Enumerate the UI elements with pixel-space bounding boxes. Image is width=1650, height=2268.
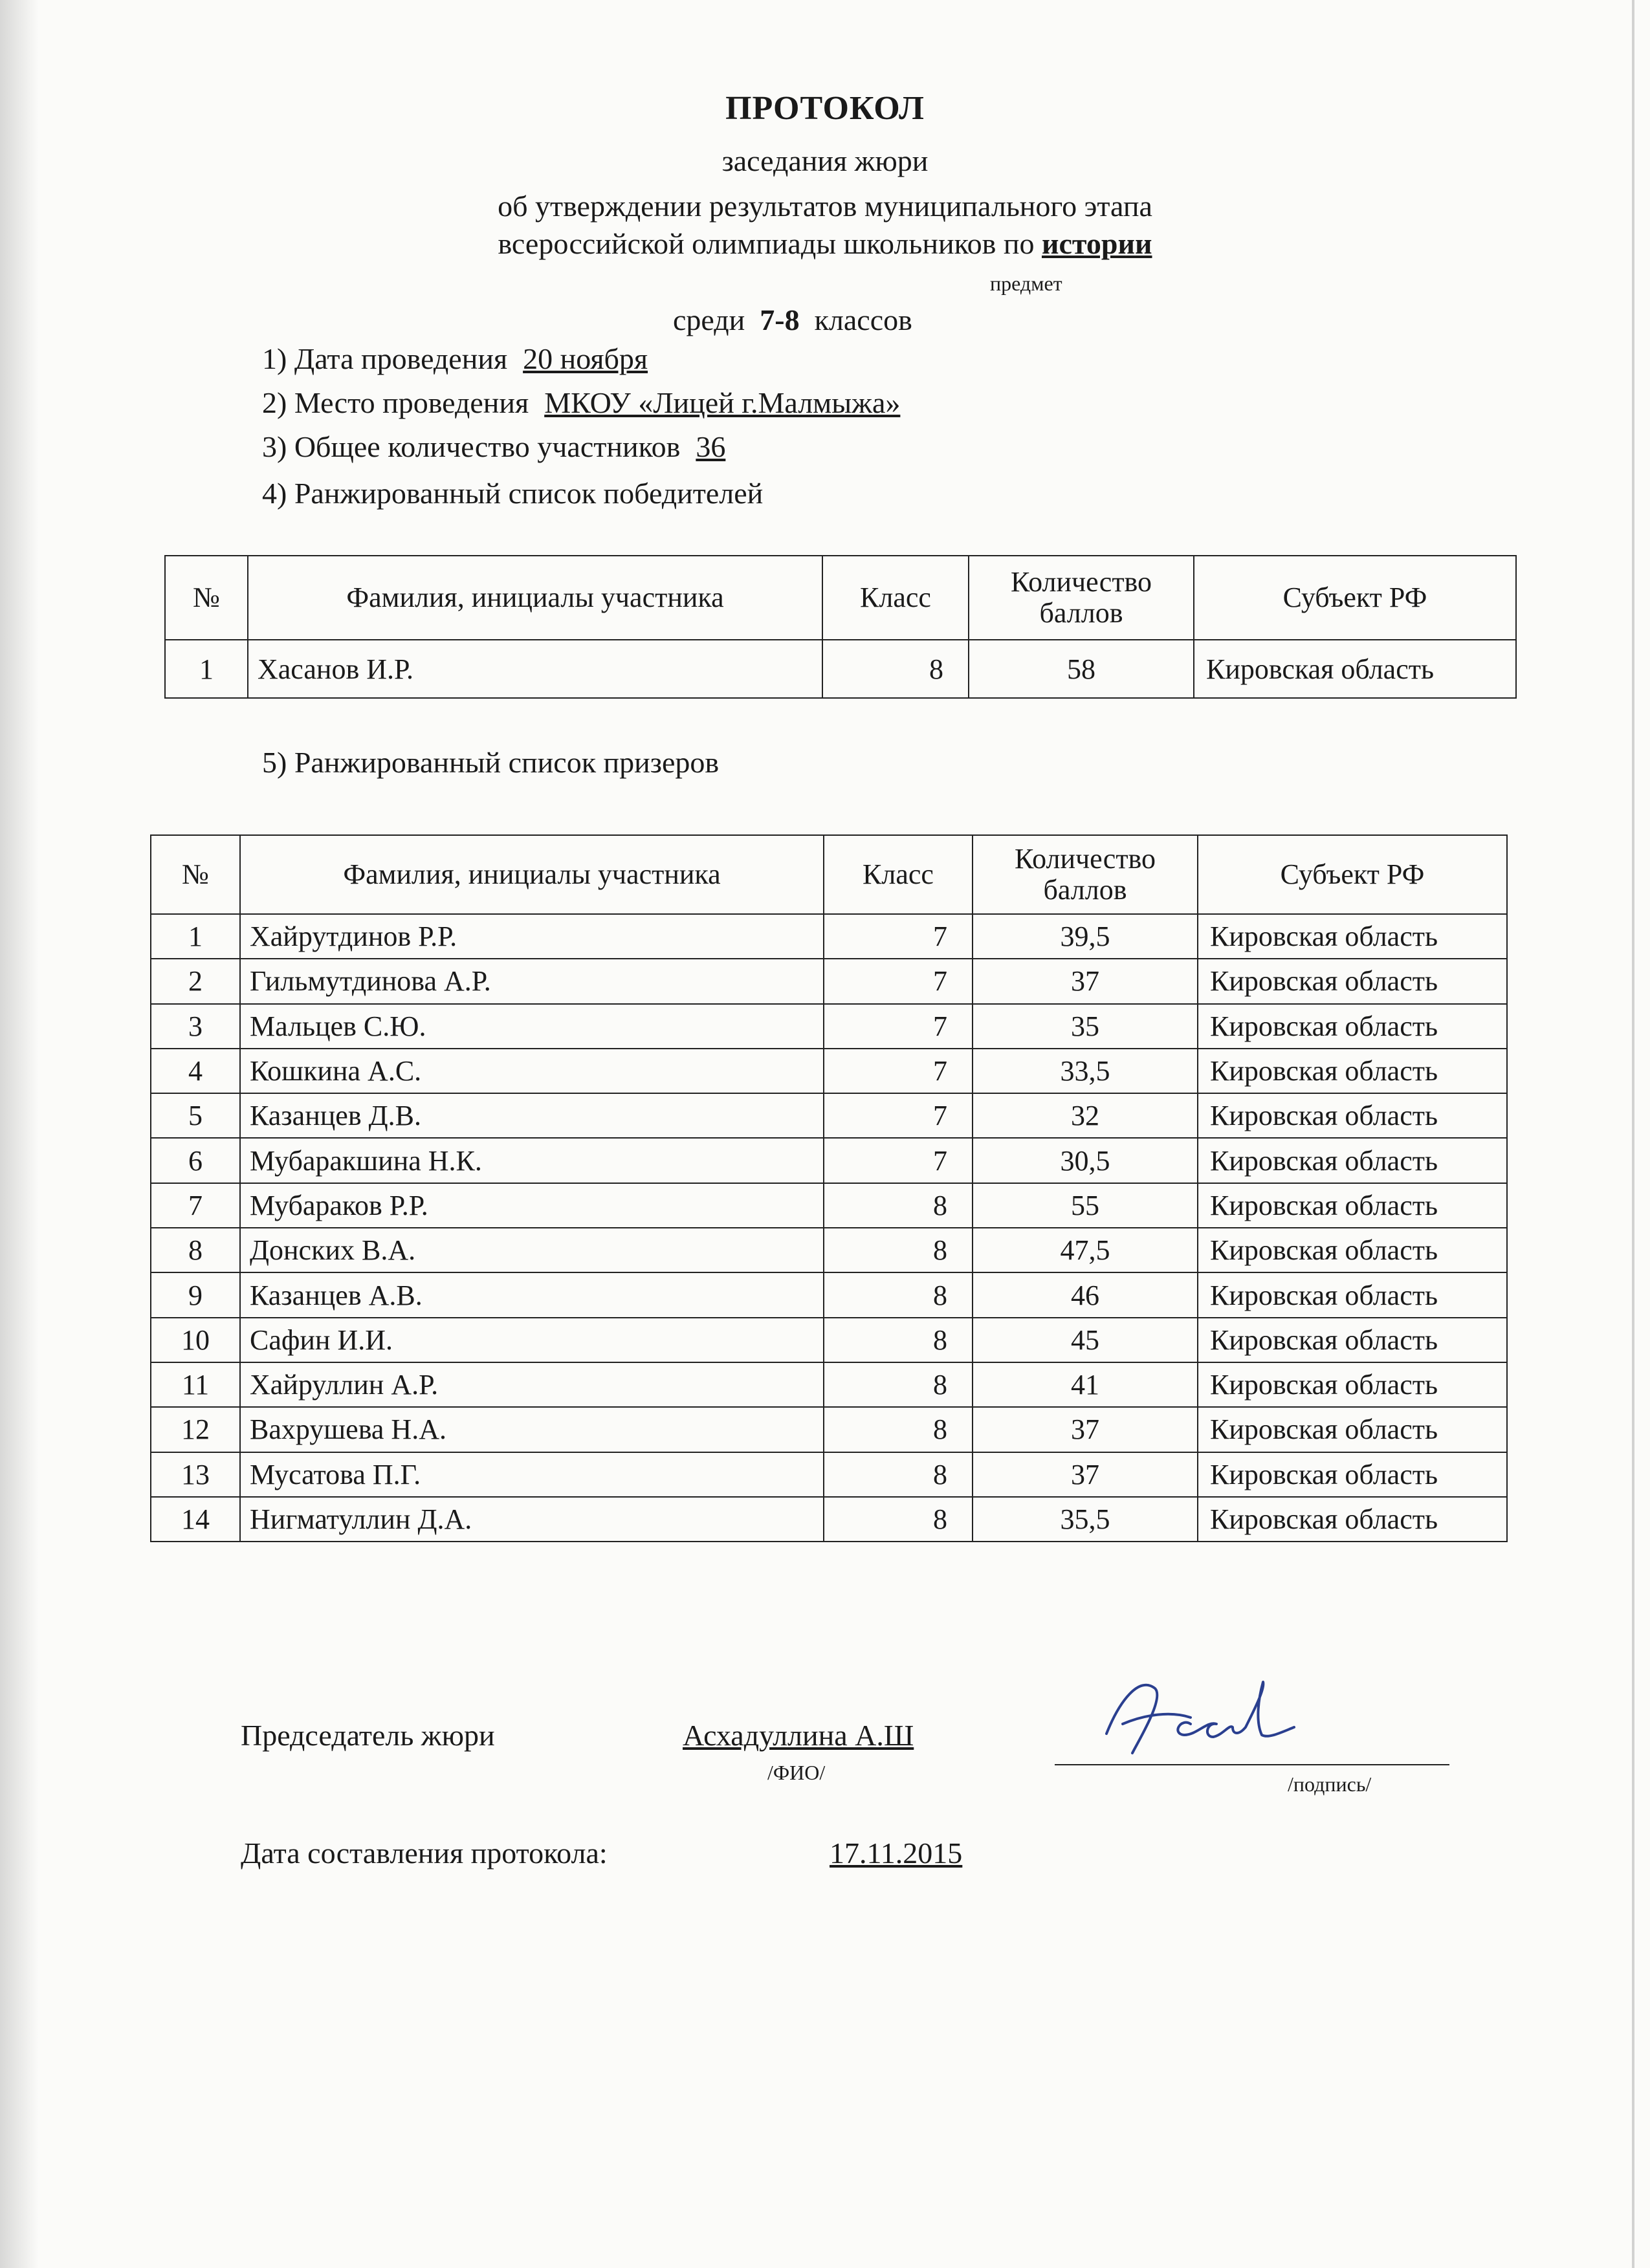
row-number: 4 [151,1049,240,1093]
participant-class: 8 [824,1272,973,1317]
place-item-label: 2) Место проведения [262,386,529,419]
compile-date-value: 17.11.2015 [830,1837,963,1870]
participant-region: Кировская область [1198,1228,1507,1272]
participant-class: 8 [824,1183,973,1228]
participant-region: Кировская область [1198,1497,1507,1542]
table-row [151,959,1507,1003]
participant-name: Вахрушева Н.А. [240,1407,824,1452]
col-name-header: Фамилия, инициалы участника [240,835,824,914]
participant-score: 58 [969,640,1194,698]
table-row [151,1272,1507,1317]
row-number: 3 [151,1004,240,1049]
table-row [151,1497,1507,1542]
participant-class: 8 [824,1228,973,1272]
scan-edge-line [1632,0,1634,2268]
participant-class: 7 [824,914,973,959]
row-number: 13 [151,1452,240,1497]
participant-region: Кировская область [1198,1049,1507,1093]
row-number: 7 [151,1183,240,1228]
participant-name: Хасанов И.Р. [248,640,822,698]
handwritten-signature [1094,1663,1307,1766]
date-item-value: 20 ноября [523,342,648,375]
table-row [151,1452,1507,1497]
participant-score: 39,5 [973,914,1198,959]
chair-label: Председатель жюри [241,1719,495,1752]
classes-value: 7-8 [760,303,800,336]
participant-class: 8 [824,1318,973,1362]
count-item-label: 3) Общее количество участников [262,430,681,463]
participant-name: Донских В.А. [240,1228,824,1272]
participant-class: 7 [824,1093,973,1138]
col-class-header: Класс [822,556,969,640]
col-num-header: № [165,556,248,640]
table-row [165,640,1516,698]
participant-region: Кировская область [1198,1183,1507,1228]
subject-value: истории [1041,227,1152,260]
row-number: 1 [165,640,248,698]
prizers-header-row [151,835,1507,914]
participant-name: Кошкина А.С. [240,1049,824,1093]
participant-region: Кировская область [1198,1272,1507,1317]
subtitle-prefix: всероссийской олимпиады школьников по [498,227,1042,260]
table-row [151,1183,1507,1228]
participant-region: Кировская область [1198,1004,1507,1049]
participant-name: Сафин И.И. [240,1318,824,1362]
place-item [262,386,900,420]
winners-heading: 4) Ранжированный список победителей [262,477,764,510]
row-number: 10 [151,1318,240,1362]
date-item [262,342,648,376]
fio-caption: /ФИО/ [767,1761,826,1784]
participant-score: 45 [973,1318,1198,1362]
row-number: 5 [151,1093,240,1138]
participant-score: 55 [973,1183,1198,1228]
place-item-value: МКОУ «Лицей г.Малмыжа» [544,386,901,419]
among-prefix: среди [673,303,745,336]
signature-caption: /подпись/ [1288,1772,1372,1796]
participant-class: 7 [824,1004,973,1049]
participant-score: 37 [973,959,1198,1003]
participant-name: Казанцев А.В. [240,1272,824,1317]
participant-class: 8 [824,1497,973,1542]
participant-score: 41 [973,1362,1198,1407]
participant-name: Мальцев С.Ю. [240,1004,824,1049]
participant-score: 46 [973,1272,1198,1317]
winners-table [164,555,1517,699]
participant-name: Мубараков Р.Р. [240,1183,824,1228]
subtitle-line-3 [0,226,1650,261]
document-title: ПРОТОКОЛ [725,90,925,127]
table-row [151,914,1507,959]
chair-name: Асхадуллина А.Ш [683,1719,914,1752]
row-number: 12 [151,1407,240,1452]
signature-line [1055,1764,1449,1765]
subtitle-line-1: заседания жюри [721,144,929,177]
participant-class: 8 [824,1407,973,1452]
participant-region: Кировская область [1198,1407,1507,1452]
table-row [151,1049,1507,1093]
row-number: 14 [151,1497,240,1542]
participant-score: 47,5 [973,1228,1198,1272]
prizers-table [150,834,1508,1542]
col-score-header: Количество баллов [973,835,1198,914]
participant-score: 37 [973,1452,1198,1497]
participant-region: Кировская область [1198,1452,1507,1497]
table-row [151,1228,1507,1272]
participant-class: 8 [822,640,969,698]
participant-class: 8 [824,1362,973,1407]
row-number: 8 [151,1228,240,1272]
participant-score: 30,5 [973,1138,1198,1183]
participant-region: Кировская область [1198,1093,1507,1138]
participant-name: Нигматуллин Д.А. [240,1497,824,1542]
classes-line [673,303,912,337]
row-number: 9 [151,1272,240,1317]
count-item-value: 36 [696,430,726,463]
col-score-header: Количество баллов [969,556,1194,640]
table-row [151,1093,1507,1138]
table-row [151,1138,1507,1183]
col-region-header: Субъект РФ [1198,835,1507,914]
participant-region: Кировская область [1198,1362,1507,1407]
table-row [151,1004,1507,1049]
participant-region: Кировская область [1198,914,1507,959]
participant-score: 37 [973,1407,1198,1452]
participant-region: Кировская область [1194,640,1516,698]
col-region-header: Субъект РФ [1194,556,1516,640]
participant-class: 7 [824,1049,973,1093]
participant-class: 7 [824,959,973,1003]
table-row [151,1407,1507,1452]
row-number: 6 [151,1138,240,1183]
table-row [151,1318,1507,1362]
subject-caption: предмет [990,272,1062,295]
participant-name: Мубаракшина Н.К. [240,1138,824,1183]
prizers-heading: 5) Ранжированный список призеров [262,746,720,779]
participant-class: 8 [824,1452,973,1497]
participant-score: 35,5 [973,1497,1198,1542]
row-number: 2 [151,959,240,1003]
count-item [262,430,725,464]
participant-name: Гильмутдинова А.Р. [240,959,824,1003]
col-name-header: Фамилия, инициалы участника [248,556,822,640]
participant-name: Мусатова П.Г. [240,1452,824,1497]
participant-name: Казанцев Д.В. [240,1093,824,1138]
participant-name: Хайрутдинов Р.Р. [240,914,824,959]
participant-score: 32 [973,1093,1198,1138]
row-number: 1 [151,914,240,959]
col-class-header: Класс [824,835,973,914]
participant-score: 35 [973,1004,1198,1049]
participant-class: 7 [824,1138,973,1183]
participant-region: Кировская область [1198,1318,1507,1362]
subtitle-line-2: об утверждении результатов муниципального этапа [498,190,1152,223]
col-num-header: № [151,835,240,914]
participant-region: Кировская область [1198,1138,1507,1183]
winners-header-row [165,556,1516,640]
participant-score: 33,5 [973,1049,1198,1093]
participant-region: Кировская область [1198,959,1507,1003]
table-row [151,1362,1507,1407]
scan-edge-shadow [0,0,39,2268]
compile-date-label: Дата составления протокола: [241,1837,608,1870]
row-number: 11 [151,1362,240,1407]
among-suffix: классов [814,303,912,336]
participant-name: Хайруллин А.Р. [240,1362,824,1407]
date-item-label: 1) Дата проведения [262,342,508,375]
